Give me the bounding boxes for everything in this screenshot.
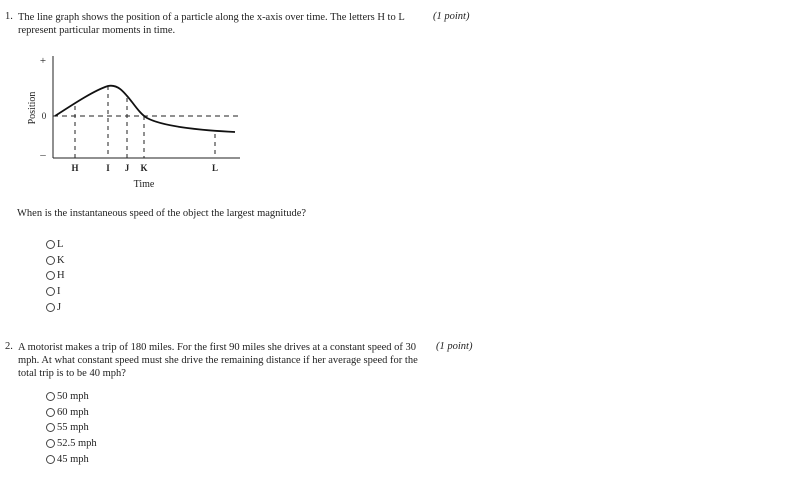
radio-button[interactable] (46, 256, 55, 265)
radio-button[interactable] (46, 423, 55, 432)
time-marker-l: L (211, 163, 219, 173)
time-marker-h: H (71, 163, 79, 173)
answer-label: 60 mph (57, 406, 89, 418)
question-text: The line graph shows the position of a particle along the x-axis over time. The letters H to L represent particular moments in time. (18, 12, 405, 36)
radio-button[interactable] (46, 408, 55, 417)
answer-label: I (57, 286, 61, 298)
question-1-prompt: When is the instantaneous speed of the object the largest magnitude? (17, 208, 307, 219)
points-label: (1 point) (433, 11, 470, 22)
time-marker-i: I (106, 163, 110, 173)
x-axis-label: Time (133, 179, 155, 190)
question-1-choices (46, 237, 65, 315)
answer-label: J (57, 301, 62, 313)
radio-button[interactable] (46, 303, 55, 312)
radio-button[interactable] (46, 439, 55, 448)
y-tick-plus: + (39, 55, 47, 67)
radio-button[interactable] (46, 240, 55, 249)
radio-button[interactable] (46, 287, 55, 296)
answer-option[interactable] (46, 284, 65, 300)
answer-option[interactable] (46, 389, 97, 405)
answer-option[interactable] (46, 420, 97, 436)
y-axis-label: Position (27, 91, 38, 125)
time-marker-k: K (140, 163, 148, 173)
answer-option[interactable] (46, 436, 97, 452)
answer-label: 52.5 mph (57, 438, 97, 450)
question-text: A motorist makes a trip of 180 miles. For the first 90 miles she drives at a constant speed of 30 mph. At what constant speed must she drive the remaining distance if her average speed for the total trip is to be 40 mph? (18, 342, 418, 379)
position-time-graph (20, 48, 280, 193)
question-number: 2. (5, 341, 13, 352)
answer-label: 45 mph (57, 453, 89, 465)
answer-label: 55 mph (57, 422, 89, 434)
answer-option[interactable] (46, 237, 65, 253)
answer-label: L (57, 239, 64, 251)
question-2-choices (46, 389, 97, 467)
radio-button[interactable] (46, 455, 55, 464)
answer-option[interactable] (46, 253, 65, 269)
answer-option[interactable] (46, 268, 65, 284)
answer-label: H (57, 270, 65, 282)
y-tick-minus: – (40, 149, 46, 161)
answer-option[interactable] (46, 451, 97, 467)
answer-label: K (57, 254, 65, 266)
time-marker-j: J (124, 163, 130, 173)
position-curve (55, 86, 235, 132)
radio-button[interactable] (46, 392, 55, 401)
radio-button[interactable] (46, 271, 55, 280)
y-tick-zero: 0 (41, 111, 47, 121)
points-label: (1 point) (436, 341, 473, 352)
question-number: 1. (5, 11, 13, 22)
answer-option[interactable] (46, 405, 97, 421)
answer-label: 50 mph (57, 391, 89, 403)
answer-option[interactable] (46, 299, 65, 315)
